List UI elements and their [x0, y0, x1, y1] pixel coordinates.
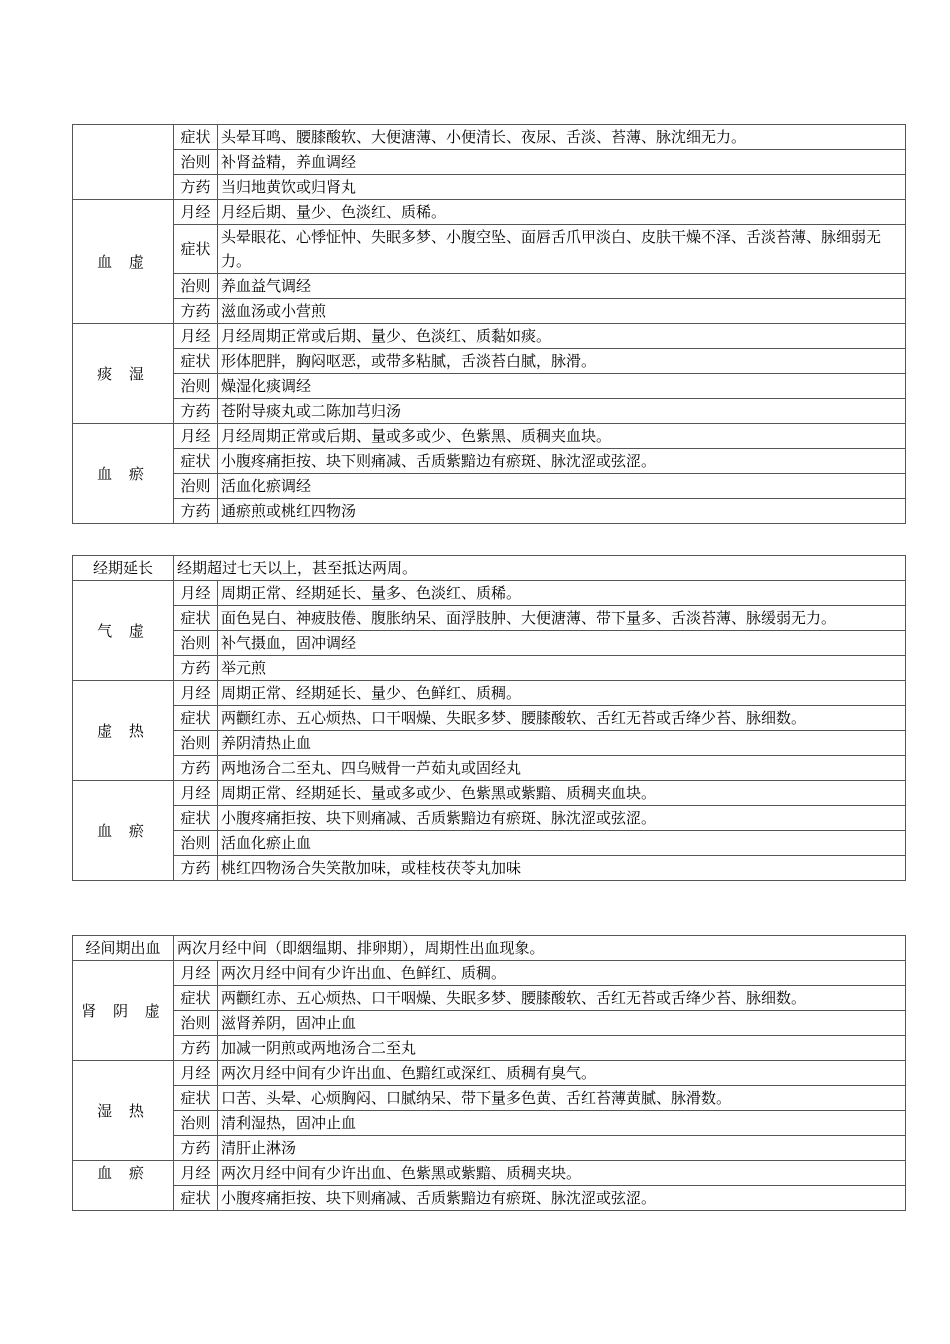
table-row — [73, 606, 906, 631]
table-row — [73, 1086, 906, 1111]
table-row — [73, 831, 906, 856]
row-text: 小腹疼痛拒按、块下则痛减、舌质紫黯边有瘀斑、脉沈涩或弦涩。 — [218, 806, 906, 831]
row-text: 滋血汤或小营煎 — [218, 299, 906, 324]
table-row — [73, 1186, 906, 1211]
table-row — [73, 731, 906, 756]
category-cell: 湿 热 — [73, 1061, 174, 1161]
row-text: 两颧红赤、五心烦热、口干咽燥、失眠多梦、腰膝酸软、舌红无苔或舌绛少苔、脉细数。 — [218, 986, 906, 1011]
row-label: 症状 — [174, 225, 218, 274]
row-text: 补气摄血，固冲调经 — [218, 631, 906, 656]
table-row — [73, 299, 906, 324]
row-text: 通瘀煎或桃红四物汤 — [218, 499, 906, 524]
row-label: 治则 — [174, 1011, 218, 1036]
table-title: 经期延长 — [73, 556, 174, 581]
row-label: 月经 — [174, 424, 218, 449]
table-row — [73, 499, 906, 524]
row-label: 方药 — [174, 499, 218, 524]
category-cell: 气 虚 — [73, 581, 174, 681]
table-intermenstrual-bleeding — [72, 935, 906, 1211]
row-label: 方药 — [174, 299, 218, 324]
table-definition: 经期超过七天以上，甚至抵达两周。 — [174, 556, 906, 581]
row-text: 两颧红赤、五心烦热、口干咽燥、失眠多梦、腰膝酸软、舌红无苔或舌绛少苔、脉细数。 — [218, 706, 906, 731]
row-label: 方药 — [174, 1036, 218, 1061]
table-row — [73, 274, 906, 299]
row-text: 小腹疼痛拒按、块下则痛减、舌质紫黯边有瘀斑、脉沈涩或弦涩。 — [218, 449, 906, 474]
row-label: 治则 — [174, 374, 218, 399]
row-label: 月经 — [174, 1161, 218, 1186]
row-text: 头晕眼花、心悸怔忡、失眠多梦、小腹空坠、面唇舌爪甲淡白、皮肤干燥不泽、舌淡苔薄、脉细弱无力。 — [218, 225, 906, 274]
row-label: 月经 — [174, 200, 218, 225]
table-row — [73, 424, 906, 449]
table-row — [73, 399, 906, 424]
row-label: 月经 — [174, 781, 218, 806]
row-text: 滋肾养阴，固冲止血 — [218, 1011, 906, 1036]
row-text: 当归地黄饮或归肾丸 — [218, 175, 906, 200]
row-label: 月经 — [174, 1061, 218, 1086]
row-label: 治则 — [174, 631, 218, 656]
category-cell: 血 虚 — [73, 200, 174, 324]
row-text: 养阴清热止血 — [218, 731, 906, 756]
table-row — [73, 449, 906, 474]
row-text: 苍附导痰丸或二陈加芎归汤 — [218, 399, 906, 424]
row-label: 治则 — [174, 150, 218, 175]
row-text: 面色晃白、神疲肢倦、腹胀纳呆、面浮肢肿、大便溏薄、带下量多、舌淡苔薄、脉缓弱无力。 — [218, 606, 906, 631]
row-text: 加减一阴煎或两地汤合二至丸 — [218, 1036, 906, 1061]
row-label: 治则 — [174, 731, 218, 756]
row-label: 月经 — [174, 324, 218, 349]
row-text: 养血益气调经 — [218, 274, 906, 299]
table-row — [73, 324, 906, 349]
row-label: 症状 — [174, 125, 218, 150]
row-text: 举元煎 — [218, 656, 906, 681]
row-text: 头晕耳鸣、腰膝酸软、大便溏薄、小便清长、夜尿、舌淡、苔薄、脉沈细无力。 — [218, 125, 906, 150]
table-row — [73, 1161, 906, 1186]
table-row — [73, 1011, 906, 1036]
table-row — [73, 806, 906, 831]
row-label: 症状 — [174, 1086, 218, 1111]
table-row — [73, 681, 906, 706]
category-cell: 虚 热 — [73, 681, 174, 781]
row-text: 活血化瘀调经 — [218, 474, 906, 499]
row-text: 小腹疼痛拒按、块下则痛减、舌质紫黯边有瘀斑、脉沈涩或弦涩。 — [218, 1186, 906, 1211]
row-label: 症状 — [174, 706, 218, 731]
row-label: 治则 — [174, 831, 218, 856]
row-label: 方药 — [174, 856, 218, 881]
row-label: 月经 — [174, 961, 218, 986]
row-text: 月经后期、量少、色淡红、质稀。 — [218, 200, 906, 225]
row-text: 两次月经中间有少许出血、色鲜红、质稠。 — [218, 961, 906, 986]
row-text: 两地汤合二至丸、四乌贼骨一芦茹丸或固经丸 — [218, 756, 906, 781]
table-title: 经间期出血 — [73, 936, 174, 961]
row-label: 治则 — [174, 474, 218, 499]
row-text: 周期正常、经期延长、量多、色淡红、质稀。 — [218, 581, 906, 606]
row-text: 月经周期正常或后期、量或多或少、色紫黑、质稠夹血块。 — [218, 424, 906, 449]
row-label: 症状 — [174, 449, 218, 474]
row-label: 治则 — [174, 1111, 218, 1136]
table-row — [73, 1111, 906, 1136]
table-row — [73, 225, 906, 274]
table-row — [73, 125, 906, 150]
table-row — [73, 656, 906, 681]
row-label: 方药 — [174, 399, 218, 424]
row-label: 治则 — [174, 274, 218, 299]
row-text: 两次月经中间有少许出血、色黯红或深红、质稠有臭气。 — [218, 1061, 906, 1086]
row-text: 形体肥胖，胸闷呕恶，或带多粘腻，舌淡苔白腻，脉滑。 — [218, 349, 906, 374]
category-cell: 血 瘀 — [73, 1161, 174, 1211]
category-cell: 痰 湿 — [73, 324, 174, 424]
table-row — [73, 706, 906, 731]
row-text: 清利湿热，固冲止血 — [218, 1111, 906, 1136]
table-row — [73, 756, 906, 781]
category-cell: 血 瘀 — [73, 424, 174, 524]
table-row — [73, 474, 906, 499]
row-label: 方药 — [174, 175, 218, 200]
table-row — [73, 374, 906, 399]
row-label: 月经 — [174, 581, 218, 606]
row-label: 症状 — [174, 986, 218, 1011]
row-label: 方药 — [174, 756, 218, 781]
category-cell-empty — [73, 125, 174, 200]
table-header-row — [73, 556, 906, 581]
row-text: 周期正常、经期延长、量少、色鲜红、质稠。 — [218, 681, 906, 706]
row-label: 症状 — [174, 606, 218, 631]
row-label: 症状 — [174, 1186, 218, 1211]
row-label: 方药 — [174, 1136, 218, 1161]
table-definition: 两次月经中间（即絪缊期、排卵期），周期性出血现象。 — [174, 936, 906, 961]
row-text: 燥湿化痰调经 — [218, 374, 906, 399]
table-row — [73, 1136, 906, 1161]
table-header-row — [73, 936, 906, 961]
table-row — [73, 581, 906, 606]
table-row — [73, 150, 906, 175]
row-text: 活血化瘀止血 — [218, 831, 906, 856]
row-label: 症状 — [174, 349, 218, 374]
row-text: 清肝止淋汤 — [218, 1136, 906, 1161]
row-text: 月经周期正常或后期、量少、色淡红、质黏如痰。 — [218, 324, 906, 349]
table-row — [73, 1061, 906, 1086]
row-text: 两次月经中间有少许出血、色紫黑或紫黯、质稠夹块。 — [218, 1161, 906, 1186]
table-row — [73, 200, 906, 225]
row-text: 周期正常、经期延长、量或多或少、色紫黑或紫黯、质稠夹血块。 — [218, 781, 906, 806]
table-row — [73, 631, 906, 656]
table-row — [73, 1036, 906, 1061]
row-text: 补肾益精，养血调经 — [218, 150, 906, 175]
table-row — [73, 349, 906, 374]
row-label: 症状 — [174, 806, 218, 831]
table-row — [73, 986, 906, 1011]
table-prolonged-menstruation — [72, 555, 906, 881]
row-label: 方药 — [174, 656, 218, 681]
row-label: 月经 — [174, 681, 218, 706]
row-text: 桃红四物汤合失笑散加味，或桂枝茯苓丸加味 — [218, 856, 906, 881]
table-row — [73, 175, 906, 200]
category-cell: 血 瘀 — [73, 781, 174, 881]
category-cell: 肾 阴 虚 — [73, 961, 174, 1061]
table-row — [73, 961, 906, 986]
table-irregular-late-period — [72, 124, 906, 524]
row-text: 口苦、头晕、心烦胸闷、口腻纳呆、带下量多色黄、舌红苔薄黄腻、脉滑数。 — [218, 1086, 906, 1111]
table-row — [73, 856, 906, 881]
table-row — [73, 781, 906, 806]
